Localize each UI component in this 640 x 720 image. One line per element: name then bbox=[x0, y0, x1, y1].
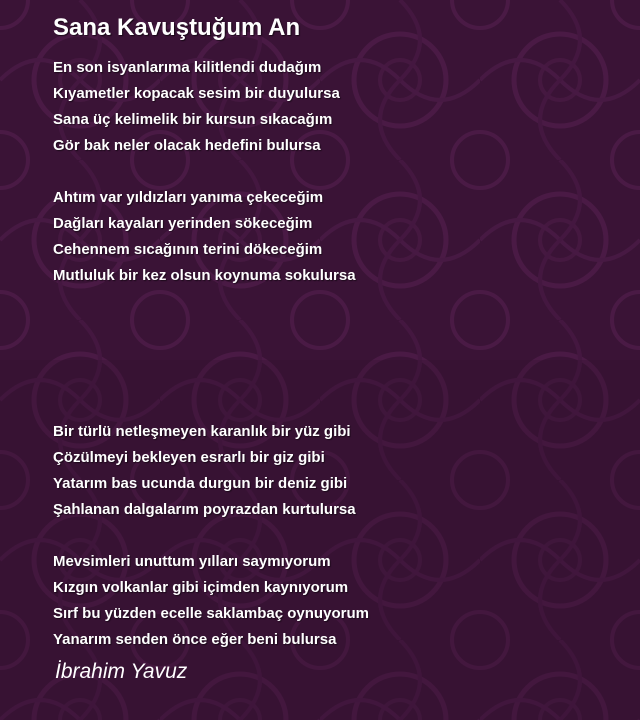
stanza-2 bbox=[53, 185, 613, 289]
poem-author: İbrahim Yavuz bbox=[55, 660, 188, 683]
poem-line: Çözülmeyi bekleyen esrarlı bir giz gibi bbox=[53, 449, 325, 466]
poem-line: Sırf bu yüzden ecelle saklambaç oynuyorum bbox=[53, 605, 369, 622]
stanza-1 bbox=[53, 55, 613, 159]
poem-line: Mevsimleri unuttum yılları saymıyorum bbox=[53, 553, 331, 570]
poem-line: Mutluluk bir kez olsun koynuma sokulursa bbox=[53, 267, 356, 284]
poem-line: Ahtım var yıldızları yanıma çekeceğim bbox=[53, 189, 324, 206]
poem-line: Sana üç kelimelik bir kursun sıkacağım bbox=[53, 111, 333, 128]
poem-line: Gör bak neler olacak hedefini bulursa bbox=[53, 137, 321, 154]
poem-line: Cehennem sıcağının terini dökeceğim bbox=[53, 241, 323, 258]
poem-line: Dağları kayaları yerinden sökeceğim bbox=[53, 215, 313, 232]
poem-line: Bir türlü netleşmeyen karanlık bir yüz gibi bbox=[53, 423, 351, 440]
poem-line: Şahlanan dalgalarım poyrazdan kurtulursa bbox=[53, 501, 356, 518]
poem-line: Yanarım senden önce eğer beni bulursa bbox=[53, 631, 337, 648]
poem bbox=[53, 14, 613, 653]
stanza-3 bbox=[53, 419, 613, 523]
poem-line: En son isyanlarıma kilitlendi dudağım bbox=[53, 59, 322, 76]
poem-line: Kıyametler kopacak sesim bir duyulursa bbox=[53, 85, 340, 102]
stanza-4 bbox=[53, 549, 613, 653]
poem-line: Yatarım bas ucunda durgun bir deniz gibi bbox=[53, 475, 348, 492]
poem-title: Sana Kavuştuğum An bbox=[53, 14, 301, 41]
poem-line: Kızgın volkanlar gibi içimden kaynıyorum bbox=[53, 579, 349, 596]
